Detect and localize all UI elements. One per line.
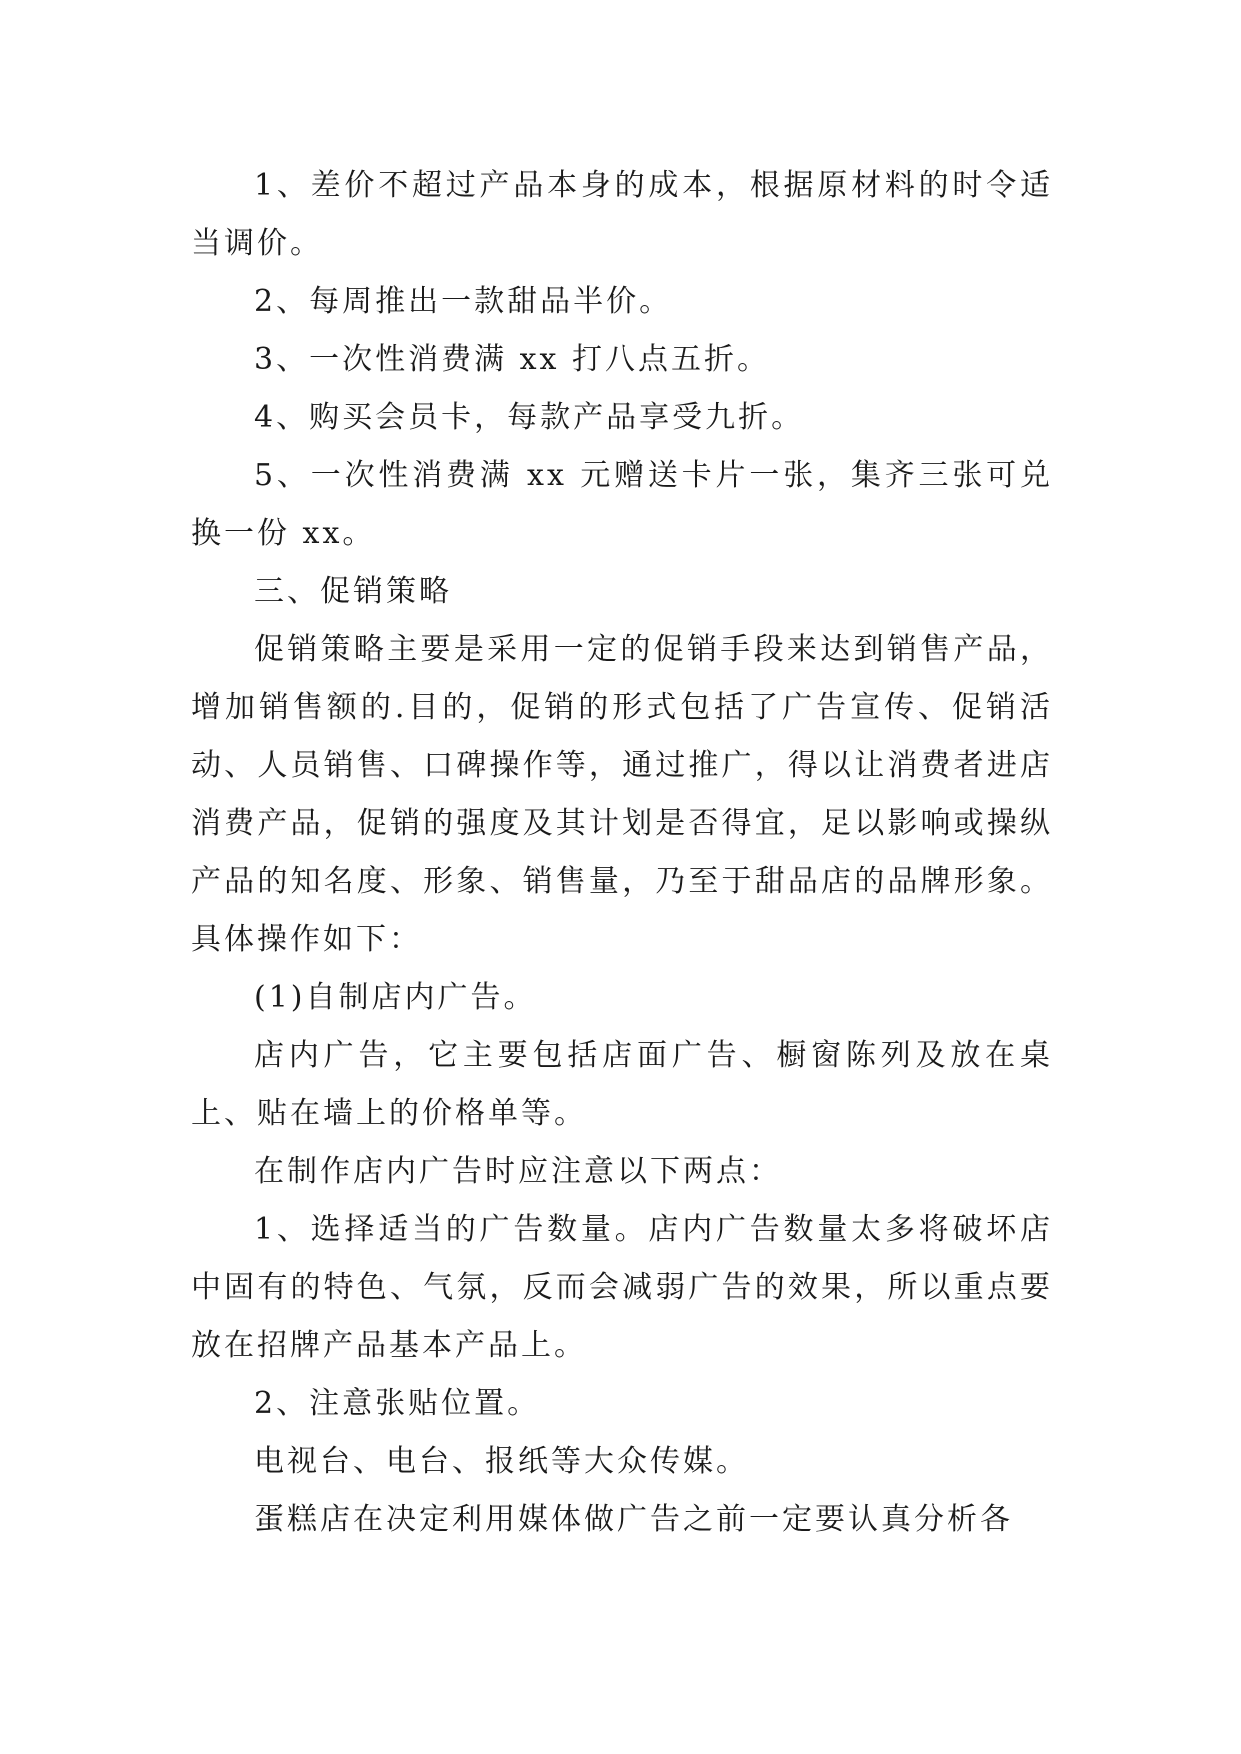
document-body — [191, 157, 1053, 1549]
paragraph-discount-85: 3、一次性消费满 xx 打八点五折。 — [254, 342, 770, 377]
paragraph-gift-card: 5、一次性消费满 xx 元赠送卡片一张，集齐三张可兑换一份 xx。 — [191, 458, 1053, 551]
paragraph-media-analysis: 蛋糕店在决定利用媒体做广告之前一定要认真分析各 — [254, 1502, 1013, 1537]
paragraph-in-store-ads-heading: (1)自制店内广告。 — [254, 980, 537, 1015]
paragraph-ad-quantity: 1、选择适当的广告数量。店内广告数量太多将破坏店中固有的特色、气氛，反而会减弱广告的效果，所以重点要放在招牌产品基本产品上。 — [191, 1212, 1053, 1363]
paragraph-weekly-half-price: 2、每周推出一款甜品半价。 — [254, 284, 673, 319]
paragraph-ad-position: 2、注意张贴位置。 — [254, 1386, 541, 1421]
paragraph-in-store-ads: 店内广告，它主要包括店面广告、橱窗陈列及放在桌上、贴在墙上的价格单等。 — [191, 1038, 1053, 1131]
paragraph-two-points: 在制作店内广告时应注意以下两点： — [254, 1154, 782, 1189]
section-heading-promotion-strategy: 三、促销策略 — [254, 574, 452, 609]
paragraph-price-difference: 1、差价不超过产品本身的成本，根据原材料的时令适当调价。 — [191, 168, 1053, 261]
paragraph-member-card: 4、购买会员卡，每款产品享受九折。 — [254, 400, 805, 435]
paragraph-promotion-intro: 促销策略主要是采用一定的促销手段来达到销售产品，增加销售额的.目的，促销的形式包括了广告宣传、促销活动、人员销售、口碑操作等，通过推广，得以让消费者进店消费产品，促销的强度及其计划是否得宜，足以影响或操纵产品的知名度、形象、销售量，乃至于甜品店的品牌形象。具体操作如下： — [191, 632, 1053, 957]
paragraph-mass-media: 电视台、电台、报纸等大众传媒。 — [254, 1444, 749, 1479]
